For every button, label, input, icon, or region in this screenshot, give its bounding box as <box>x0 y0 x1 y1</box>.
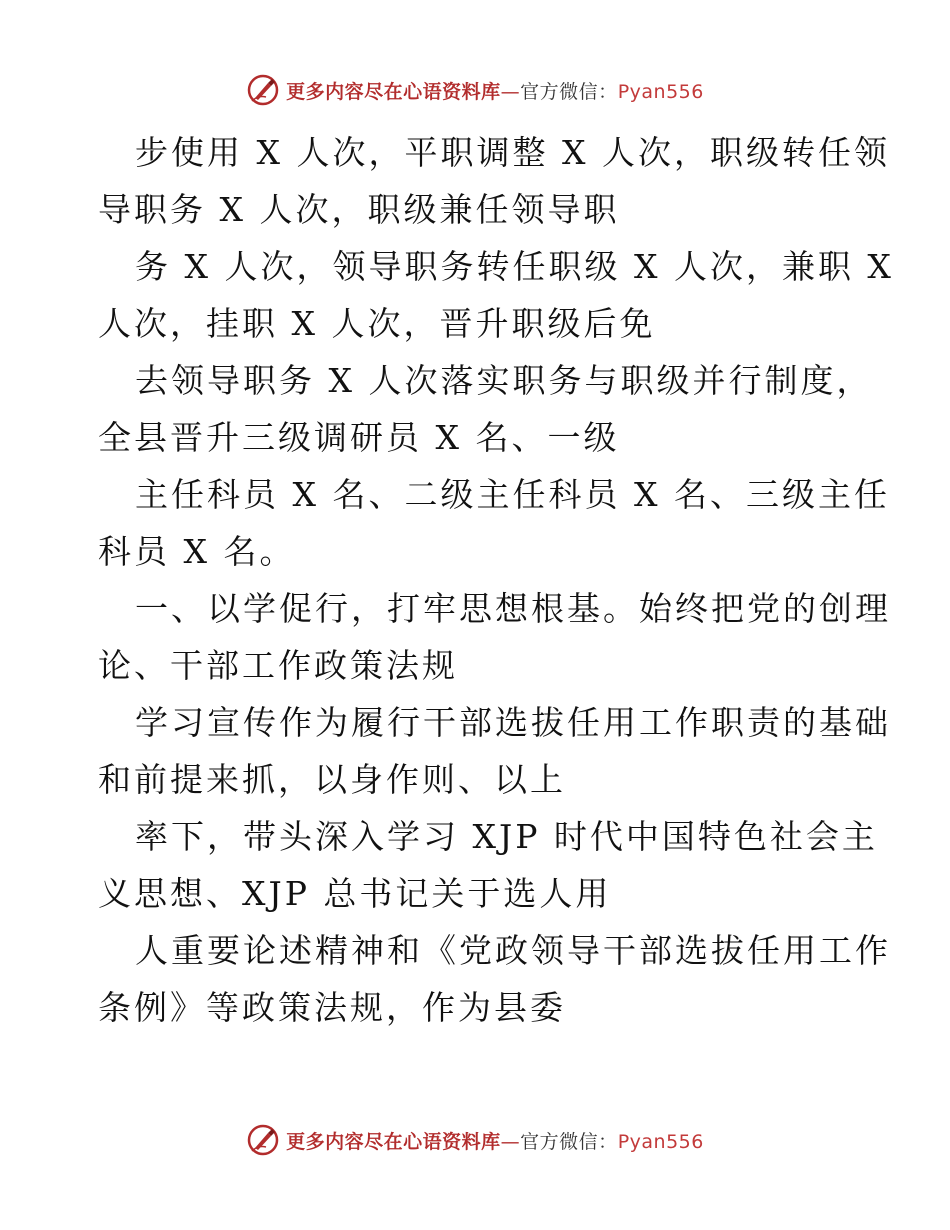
header-wechat-id: Pyan556 <box>617 80 704 103</box>
footer-brand: 更多内容尽在心语资料库 <box>286 1130 501 1153</box>
text-line: 人次，挂职 X 人次，晋升职级后免 <box>98 304 656 343</box>
text-line: 人重要论述精神和《党政领导干部选拔任用工作 <box>135 931 891 970</box>
header-brand: 更多内容尽在心语资料库 <box>286 80 501 103</box>
text-line: 条例》等政策法规，作为县委 <box>98 988 566 1027</box>
text-line: 和前提来抓，以身作则、以上 <box>98 760 566 799</box>
text-line: 科员 X 名。 <box>98 532 296 571</box>
text-line: 学习宣传作为履行干部选拔任用工作职责的基础 <box>135 703 891 742</box>
footer-wechat-label: 官方微信： <box>520 1130 618 1153</box>
text-line: 论、干部工作政策法规 <box>98 646 458 685</box>
footer-text <box>286 1127 704 1154</box>
footer-banner <box>0 1120 950 1160</box>
text-line: 义思想、XJP 总书记关于选人用 <box>98 874 612 913</box>
text-line: 去领导职务 X 人次落实职务与职级并行制度， <box>135 361 873 400</box>
text-line: 全县晋升三级调研员 X 名、一级 <box>98 418 620 457</box>
header-text <box>286 77 704 104</box>
text-line: 导职务 X 人次，职级兼任领导职 <box>98 190 620 229</box>
footer-separator: — <box>500 1130 521 1153</box>
header-wechat-label: 官方微信： <box>520 80 618 103</box>
text-line: 务 X 人次，领导职务转任职级 X 人次，兼职 X <box>135 247 894 286</box>
text-line: 率下，带头深入学习 XJP 时代中国特色社会主 <box>135 817 878 856</box>
text-line: 主任科员 X 名、二级主任科员 X 名、三级主任 <box>135 475 890 514</box>
pen-logo-icon <box>246 1123 280 1157</box>
text-line: 步使用 X 人次，平职调整 X 人次，职级转任领 <box>135 133 890 172</box>
footer-wechat-id: Pyan556 <box>617 1130 704 1153</box>
text-line: 一、以学促行，打牢思想根基。始终把党的创理 <box>135 589 891 628</box>
header-separator: — <box>500 80 521 103</box>
header-banner <box>0 70 950 110</box>
pen-logo-icon <box>246 73 280 107</box>
document-body <box>98 124 894 1036</box>
